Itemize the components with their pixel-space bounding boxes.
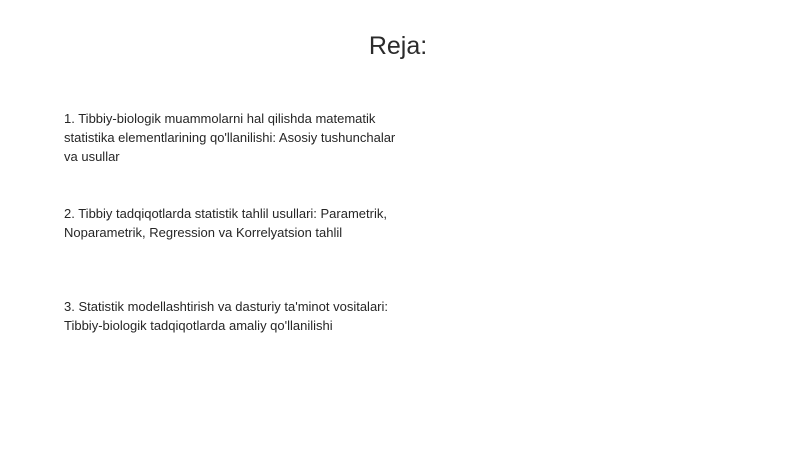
plan-item-2: 2. Tibbiy tadqiqotlarda statistik tahlil usullari: Parametrik, Noparametrik, Regression va Korrelyatsion tahlil (64, 206, 387, 240)
plan-item-3: 3. Statistik modellashtirish va dasturiy ta'minot vositalari: Tibbiy-biologik tadqiqotlarda amaliy qo'llanilishi (64, 299, 388, 333)
plan-item-1: 1. Tibbiy-biologik muammolarni hal qilishda matematik statistika elementlarining qo'llanilishi: Asosiy tushunchalar va usullar (64, 111, 396, 164)
slide-title: Reja: (368, 32, 428, 60)
